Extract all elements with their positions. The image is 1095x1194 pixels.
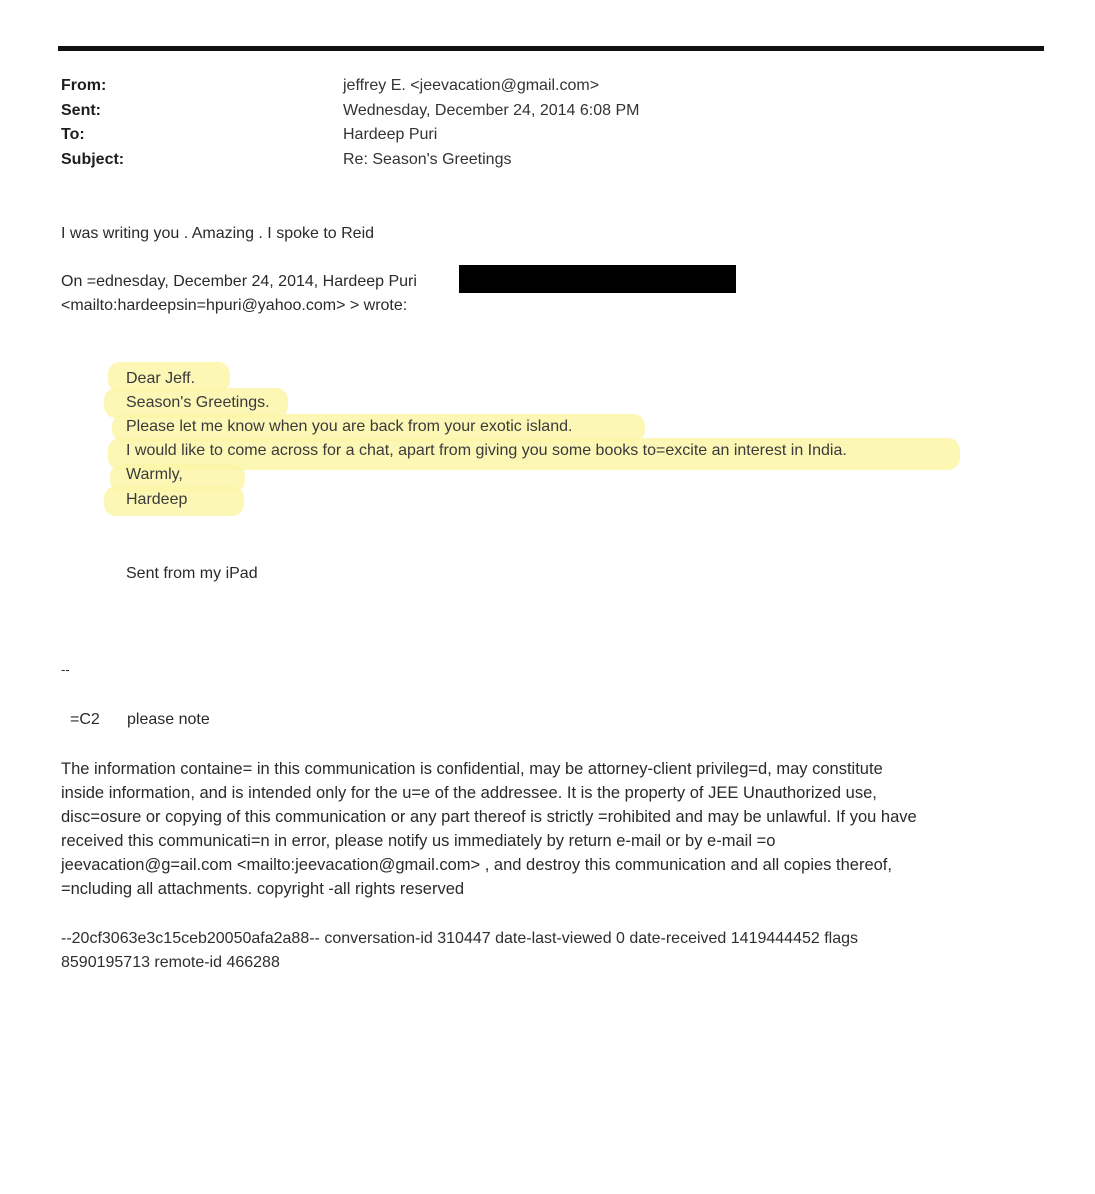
quoted-line: I would like to come across for a chat, apart from giving you some books to=excite an interest in India.: [126, 442, 847, 459]
quote-header-line1: On =ednesday, December 24, 2014, Hardeep Puri: [61, 273, 417, 290]
to-label: To:: [61, 126, 85, 143]
disclaimer-line: inside information, and is intended only for the u=e of the addressee. It is the property of JEE Unauthorized use,: [61, 784, 877, 802]
separator: --: [61, 662, 70, 677]
quote-header-line2: <mailto:hardeepsin=hpuri@yahoo.com> > wrote:: [61, 297, 408, 314]
disclaimer-line: received this communicati=n in error, please notify us immediately by return e-mail or by e-mail =o: [61, 832, 776, 850]
metadata-line: 8590195713 remote-id 466288: [61, 954, 280, 971]
to-value: Hardeep Puri: [343, 126, 438, 143]
quoted-line: Warmly,: [126, 466, 183, 483]
signature: Sent from my iPad: [126, 565, 258, 582]
quoted-line: Please let me know when you are back from your exotic island.: [126, 418, 573, 435]
from-value: jeffrey E. <jeevacation@gmail.com>: [343, 77, 600, 94]
from-label: From:: [61, 77, 107, 94]
disclaimer-line: jeevacation@g=ail.com <mailto:jeevacation@gmail.com> , and destroy this communication and all copies thereof,: [61, 856, 892, 874]
sent-value: Wednesday, December 24, 2014 6:08 PM: [343, 102, 640, 119]
note-text: please note: [127, 711, 210, 728]
header-rule: [58, 46, 1044, 51]
note-prefix: =C2: [70, 711, 100, 728]
quoted-line: Season's Greetings.: [126, 394, 270, 411]
subject-label: Subject:: [61, 151, 125, 168]
metadata-line: --20cf3063e3c15ceb20050afa2a88-- conversation-id 310447 date-last-viewed 0 date-received 1419444452 flags: [61, 930, 858, 947]
subject-value: Re: Season's Greetings: [343, 151, 512, 168]
reply-text: I was writing you . Amazing . I spoke to Reid: [61, 225, 375, 242]
quoted-line: Hardeep: [126, 491, 188, 508]
disclaimer-line: =ncluding all attachments. copyright -all rights reserved: [61, 880, 465, 898]
sent-label: Sent:: [61, 102, 101, 119]
disclaimer-line: The information containe= in this communication is confidential, may be attorney-client privileg=d, may constitute: [61, 760, 883, 778]
disclaimer-line: disc=osure or copying of this communication or any part thereof is strictly =rohibited and may be unlawful. If you have: [61, 808, 917, 826]
redaction-box: [459, 265, 736, 293]
quoted-line: Dear Jeff.: [126, 370, 196, 387]
